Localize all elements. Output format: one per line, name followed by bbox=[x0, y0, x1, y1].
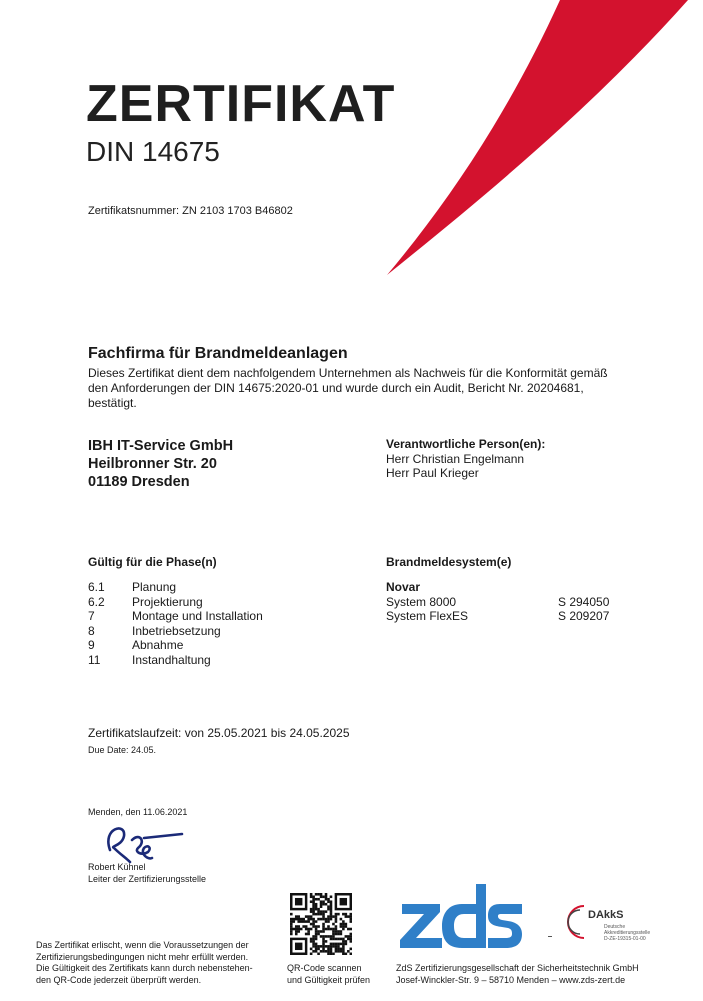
certificate-number: Zertifikatsnummer: ZN 2103 1703 B46802 bbox=[88, 205, 293, 217]
footer-note-line: Die Gültigkeit des Zertifikats kann durch nebenstehen- bbox=[36, 963, 253, 973]
qr-caption-line: QR-Code scannen bbox=[287, 963, 362, 973]
dakks-sub: Akkreditierungsstelle bbox=[604, 930, 651, 936]
systems-list bbox=[386, 580, 609, 624]
company-street: Heilbronner Str. 20 bbox=[88, 456, 217, 472]
dakks-name: DAkkS bbox=[588, 909, 624, 921]
responsible-heading: Verantwortliche Person(en): bbox=[386, 437, 546, 451]
phase-label: Montage und Installation bbox=[132, 609, 263, 623]
footer-note-line: Zertifizierungsbedingungen nicht mehr erfüllt werden. bbox=[36, 951, 249, 962]
phase-number: 11 bbox=[88, 652, 101, 667]
phase-row bbox=[88, 595, 263, 610]
phase-label: Abnahme bbox=[132, 638, 184, 652]
zds-logo bbox=[396, 880, 526, 956]
systems-heading: Brandmeldesystem(e) bbox=[386, 555, 512, 569]
signer-name: Robert Kühnel bbox=[88, 862, 146, 872]
phase-label: Planung bbox=[132, 580, 177, 594]
intro-line: bestätigt. bbox=[88, 396, 137, 410]
phase-row bbox=[88, 609, 263, 624]
responsible-persons bbox=[386, 437, 545, 481]
issuer-line: Josef-Winckler-Str. 9 – 58710 Menden – www.zds-zert.de bbox=[396, 974, 626, 985]
company-city: 01189 Dresden bbox=[88, 474, 190, 490]
system-row bbox=[386, 595, 609, 610]
company-type-heading: Fachfirma für Brandmeldeanlagen bbox=[88, 345, 348, 362]
intro-line: Dieses Zertifikat dient dem nachfolgendem Unternehmen als Nachweis für die Konformität gemäß bbox=[88, 366, 608, 380]
footer-note bbox=[36, 940, 276, 986]
phase-label: Instandhaltung bbox=[132, 652, 211, 667]
validity-term: Zertifikatslaufzeit: von 25.05.2021 bis 24.05.2025 bbox=[88, 726, 350, 740]
phase-number: 9 bbox=[88, 638, 95, 652]
place-date: Menden, den 11.06.2021 bbox=[88, 807, 188, 817]
dakks-sub: Deutsche bbox=[604, 924, 626, 930]
phase-number: 7 bbox=[88, 609, 95, 623]
phase-row bbox=[88, 638, 263, 653]
signer-block bbox=[88, 861, 206, 885]
system-code: S 209207 bbox=[558, 609, 610, 623]
phase-number: 6.1 bbox=[88, 580, 105, 594]
certificate-title: ZERTIFIKAT bbox=[86, 75, 396, 133]
issuer-address bbox=[396, 963, 639, 986]
qr-code-icon[interactable] bbox=[290, 893, 352, 955]
system-name: System FlexES bbox=[386, 609, 469, 623]
phase-row bbox=[88, 580, 263, 595]
responsible-person: Herr Christian Engelmann bbox=[386, 451, 525, 466]
phases-heading: Gültig für die Phase(n) bbox=[88, 555, 217, 569]
phase-row bbox=[88, 653, 263, 668]
due-date: Due Date: 24.05. bbox=[88, 745, 157, 755]
signer-role: Leiter der Zertifizierungsstelle bbox=[88, 874, 207, 884]
phase-row bbox=[88, 624, 263, 639]
system-name: System 8000 bbox=[386, 594, 457, 609]
dakks-sub: D-ZE-19315-01-00 bbox=[604, 936, 646, 942]
phase-label: Inbetriebsetzung bbox=[132, 623, 221, 638]
phases-list bbox=[88, 580, 263, 667]
company-name: IBH IT-Service GmbH bbox=[88, 438, 234, 454]
divider bbox=[548, 936, 552, 937]
system-row bbox=[386, 609, 609, 624]
phase-label: Projektierung bbox=[132, 594, 203, 609]
dakks-logo bbox=[564, 898, 664, 946]
standard-label: DIN 14675 bbox=[86, 136, 220, 167]
system-manufacturer: Novar bbox=[386, 580, 421, 594]
footer-note-line: Das Zertifikat erlischt, wenn die Voraussetzungen der bbox=[36, 940, 249, 950]
qr-caption-line: und Gültigkeit prüfen bbox=[287, 974, 371, 985]
phase-number: 6.2 bbox=[88, 594, 105, 609]
responsible-person: Herr Paul Krieger bbox=[386, 466, 479, 480]
company-address bbox=[88, 437, 233, 491]
footer-note-line: den QR-Code jederzeit überprüft werden. bbox=[36, 974, 202, 985]
intro-line: den Anforderungen der DIN 14675:2020-01 und wurde durch ein Audit, Bericht Nr. 20204681, bbox=[88, 381, 584, 395]
issuer-line: ZdS Zertifizierungsgesellschaft der Sicherheitstechnik GmbH bbox=[396, 963, 639, 973]
intro-text bbox=[88, 366, 628, 411]
system-code: S 294050 bbox=[558, 594, 610, 609]
qr-caption bbox=[287, 963, 370, 986]
phase-number: 8 bbox=[88, 623, 95, 638]
